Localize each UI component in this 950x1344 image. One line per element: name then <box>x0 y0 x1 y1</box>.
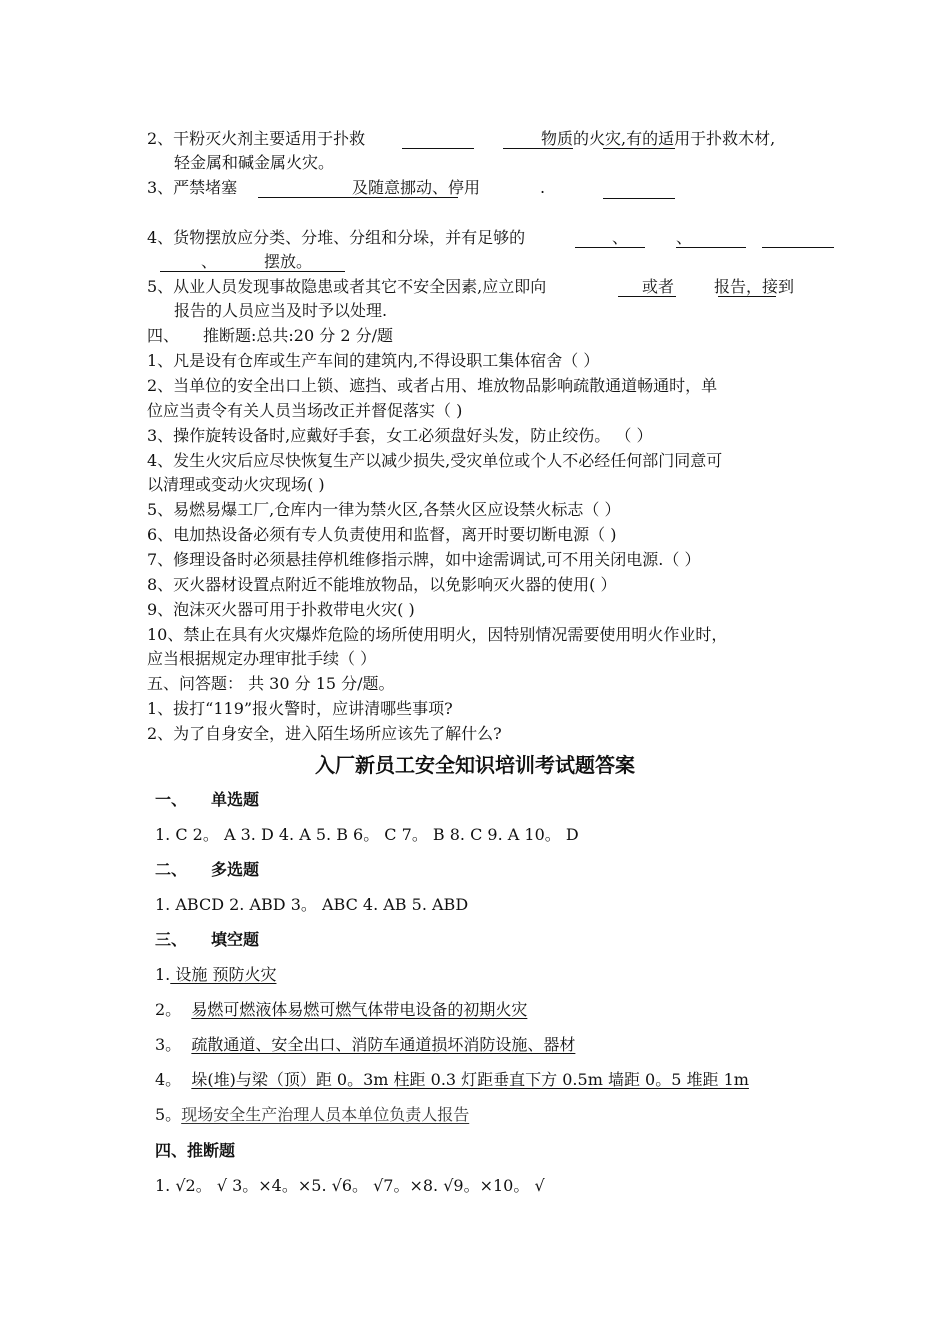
answers-fill-text: 现场安全生产治理人员本单位负责人报告 <box>181 1105 470 1124</box>
qa-header: 五、问答题： 共 30 分 15 分/题。 <box>147 674 395 693</box>
answers-fill-text: 易燃可燃液体易燃可燃气体带电设备的初期火灾 <box>191 1000 528 1019</box>
fill-q2-text-a: 2、干粉灭火剂主要适用于扑救 <box>147 129 366 148</box>
fill-q2-text-c: 轻金属和碱金属火灾。 <box>174 153 335 172</box>
fill-q2-text-b: 物质的火灾,有的适用于扑救木材, <box>541 129 776 148</box>
answers-section-multi: 二、 多选题 <box>155 860 260 879</box>
answers-section-fill: 三、 填空题 <box>155 930 260 949</box>
qa-item: 2、为了自身安全，进入陌生场所应该先了解什么? <box>147 724 502 743</box>
judge-item: 5、易燃易爆工厂,仓库内一律为禁火区,各禁火区应设禁火标志（ ） <box>147 500 621 519</box>
judge-item: 应当根据规定办理审批手续（ ） <box>147 649 377 668</box>
fill-blank <box>603 198 675 199</box>
fill-q4-text-b: 、 <box>612 228 629 247</box>
judge-item: 4、发生火灾后应尽快恢复生产以减少损失,受灾单位或个人不必经任何部门同意可 <box>147 451 723 470</box>
judge-item: 8、灭火器材设置点附近不能堆放物品，以免影响灭火器的使用( ） <box>147 575 617 594</box>
judge-item: 位应当责令有关人员当场改正并督促落实（ ) <box>147 401 463 420</box>
answers-fill-line-1 <box>155 962 276 985</box>
answers-fill-text: 垛(堆)与梁（顶）距 0。3m 柱距 0.3 灯距垂直下方 0.5m 墙距 0。5 堆距 1m <box>191 1070 749 1089</box>
answers-fill-num: 4。 <box>155 1070 182 1089</box>
judge-item: 6、电加热设备必须有专人负责使用和监督，离开时要切断电源（ ) <box>147 525 617 544</box>
judge-item: 7、修理设备时必须悬挂停机维修指示牌，如中途需调试,可不用关闭电源.（ ） <box>147 550 701 569</box>
fill-q3-text-a: 3、严禁堵塞 <box>147 178 238 197</box>
fill-q5-text-c: 报告，接到 <box>714 277 795 296</box>
fill-blank <box>762 247 834 248</box>
judge-item: 9、泡沫灭火器可用于扑救带电火灾( ) <box>147 600 415 619</box>
qa-item: 1、拔打“119”报火警时，应讲清哪些事项? <box>147 699 453 718</box>
fill-q3-text-c: . <box>540 178 546 197</box>
fill-q2-line1 <box>147 129 365 149</box>
fill-q5-text-a: 5、从业人员发现事故隐患或者其它不安全因素,应立即向 <box>147 277 547 296</box>
answers-single-line: 1. C 2。 A 3. D 4. A 5. B 6。 C 7。 B 8. C 9. A 10。 D <box>155 825 579 844</box>
fill-q4-text-d: 、 <box>201 252 218 271</box>
fill-q4-text-c: 、 <box>676 228 693 247</box>
answers-title: 入厂新员工安全知识培训考试题答案 <box>315 753 635 777</box>
fill-q4-text-e: 摆放。 <box>264 252 313 271</box>
answers-fill-text: 设施 预防火灾 <box>170 965 277 984</box>
judge-item: 2、当单位的安全出口上锁、遮挡、或者占用、堆放物品影响疏散通道畅通时，单 <box>147 376 718 395</box>
judge-item: 以清理或变动火灾现场( ) <box>147 475 325 494</box>
answers-fill-num: 2。 <box>155 1000 182 1019</box>
fill-blank <box>160 271 232 272</box>
answers-fill-num: 3。 <box>155 1035 182 1054</box>
fill-q5-text-b: 或者 <box>642 277 675 296</box>
fill-q5-text-d: 报告的人员应当及时予以处理. <box>174 301 388 320</box>
fill-q3-text-b: 及随意挪动、停用 <box>352 178 481 197</box>
fill-blank <box>676 247 746 248</box>
answers-fill-num: 1. <box>155 965 171 984</box>
fill-blank <box>402 148 474 149</box>
answers-fill-line-5 <box>155 1102 469 1125</box>
fill-q4-text-a: 4、货物摆放应分类、分堆、分组和分垛，并有足够的 <box>147 228 526 247</box>
judge-item: 1、凡是设有仓库或生产车间的建筑内,不得设职工集体宿舍（ ） <box>147 351 600 370</box>
fill-blank <box>575 247 645 248</box>
judge-item: 3、操作旋转设备时,应戴好手套，女工必须盘好头发，防止绞伤。 （ ） <box>147 426 653 445</box>
answers-fill-line-4 <box>155 1067 749 1090</box>
judge-item: 10、禁止在具有火灾爆炸危险的场所使用明火，因特别情况需要使用明火作业时， <box>147 625 728 644</box>
judge-header: 四、 推断题:总共:20 分 2 分/题 <box>147 326 393 345</box>
fill-blank <box>603 148 675 149</box>
answers-multi-line: 1. ABCD 2. ABD 3。 ABC 4. AB 5. ABD <box>155 895 469 914</box>
answers-fill-line-3 <box>155 1032 575 1055</box>
answers-fill-num: 5。 <box>155 1105 182 1124</box>
answers-fill-line-2 <box>155 997 527 1020</box>
answers-section-single: 一、 单选题 <box>155 790 260 809</box>
answers-section-judge: 四、推断题 <box>155 1141 236 1160</box>
answers-fill-text: 疏散通道、安全出口、消防车通道损坏消防设施、器材 <box>191 1035 576 1054</box>
answers-judge-line: 1. √2。 √ 3。×4。×5. √6。 √7。×8. √9。×10。 √ <box>155 1176 545 1195</box>
